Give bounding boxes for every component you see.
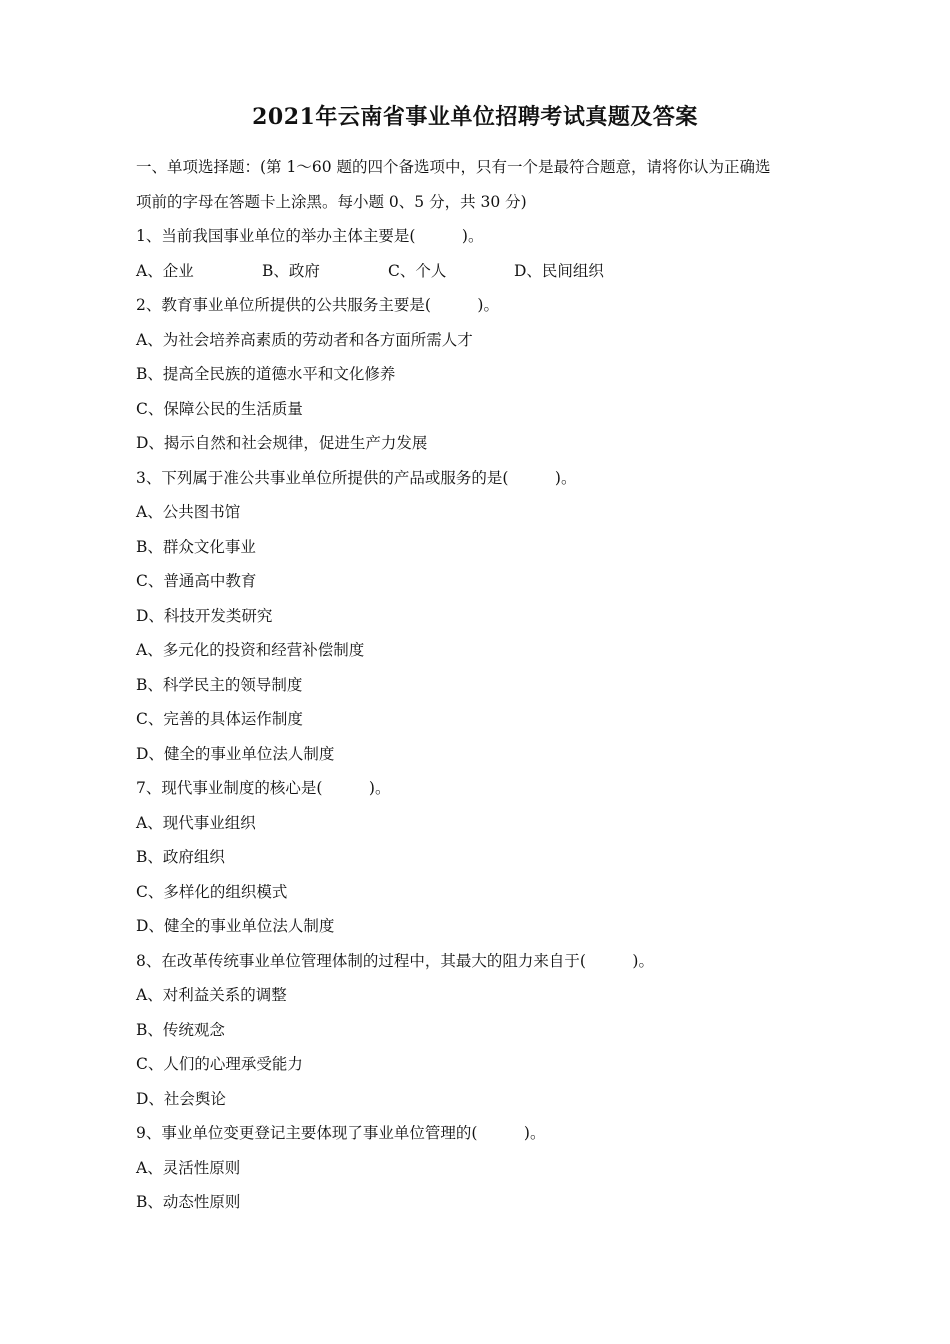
option-c: C、保障公民的生活质量 bbox=[136, 399, 303, 418]
option-a: A、灵活性原则 bbox=[136, 1158, 241, 1177]
option-d: D、健全的事业单位法人制度 bbox=[136, 917, 335, 935]
section-intro-line-2: 项前的字母在答题卡上涂黑。每小题 0、5 分，共 30 分) bbox=[136, 192, 527, 211]
option-d: D、健全的事业单位法人制度 bbox=[136, 744, 335, 763]
option-a: A、对利益关系的调整 bbox=[136, 986, 287, 1004]
option-d: D、民间组织 bbox=[514, 261, 604, 280]
document-title: 2021年云南省事业单位招聘考试真题及答案 bbox=[252, 104, 698, 130]
section-intro-line-1: 一、单项选择题：(第 1～60 题的四个备选项中，只有一个是最符合题意，请将你认为正确选 bbox=[136, 158, 771, 176]
option-a: A、现代事业组织 bbox=[136, 813, 256, 832]
option-b: B、科学民主的领导制度 bbox=[136, 675, 303, 694]
question-8-stem: 8、在改革传统事业单位管理体制的过程中，其最大的阻力来自于( )。 bbox=[136, 951, 654, 970]
option-b: B、政府 bbox=[262, 261, 320, 280]
option-d: D、科技开发类研究 bbox=[136, 606, 273, 625]
option-a: A、公共图书馆 bbox=[136, 503, 241, 521]
option-a: A、多元化的投资和经营补偿制度 bbox=[136, 641, 365, 659]
question-7-stem: 7、现代事业制度的核心是( )。 bbox=[136, 779, 391, 797]
option-b: B、传统观念 bbox=[136, 1020, 225, 1039]
question-3-stem: 3、下列属于准公共事业单位所提供的产品或服务的是( )。 bbox=[136, 468, 577, 487]
option-d: D、揭示自然和社会规律，促进生产力发展 bbox=[136, 434, 428, 452]
option-c: C、完善的具体运作制度 bbox=[136, 710, 303, 728]
option-c: C、个人 bbox=[388, 261, 447, 280]
option-b: B、政府组织 bbox=[136, 848, 225, 866]
option-c: C、多样化的组织模式 bbox=[136, 882, 288, 901]
option-b: B、群众文化事业 bbox=[136, 537, 256, 556]
question-9-stem: 9、事业单位变更登记主要体现了事业单位管理的( )。 bbox=[136, 1124, 546, 1142]
question-1-stem: 1、当前我国事业单位的举办主体主要是( )。 bbox=[136, 227, 484, 245]
question-1-options bbox=[136, 254, 826, 289]
option-a: A、为社会培养高素质的劳动者和各方面所需人才 bbox=[136, 330, 473, 349]
document-body bbox=[136, 150, 826, 1220]
option-b: B、提高全民族的道德水平和文化修养 bbox=[136, 365, 396, 383]
option-d: D、社会舆论 bbox=[136, 1089, 226, 1108]
option-c: C、人们的心理承受能力 bbox=[136, 1055, 303, 1073]
option-b: B、动态性原则 bbox=[136, 1193, 241, 1211]
question-2-stem: 2、教育事业单位所提供的公共服务主要是( )。 bbox=[136, 296, 499, 314]
option-c: C、普通高中教育 bbox=[136, 572, 257, 590]
option-a: A、企业 bbox=[136, 261, 194, 280]
